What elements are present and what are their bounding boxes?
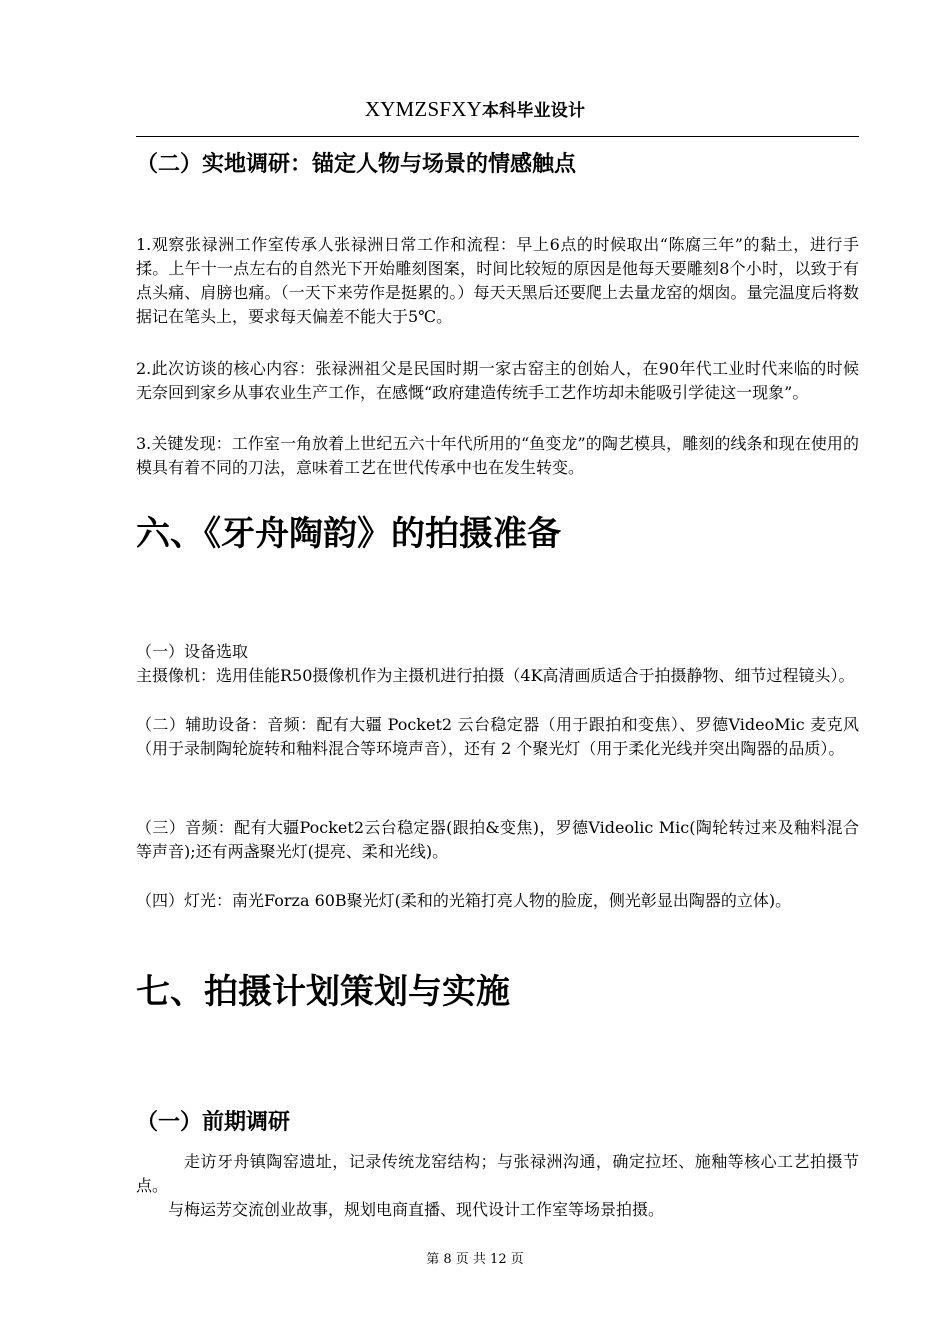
page-footer: 第 8 页 共 12 页 bbox=[426, 1252, 524, 1267]
paragraph-main-camera: 主摄像机：选用佳能R50摄像机作为主摄机进行拍摄（4K高清画质适合于拍摄静物、细节过程镜头）。 bbox=[136, 666, 855, 685]
chapter-seven-title: 七、拍摄计划策划与实施 bbox=[136, 972, 510, 1012]
paragraph-aux-equipment: （二）辅助设备：音频：配有大疆 Pocket2 云台稳定器（用于跟拍和变焦）、罗德VideoMic 麦克风（用于录制陶轮旋转和釉料混合等环境声音），还有 2 个聚光灯（用于柔化光线并突出陶器的品质）。 bbox=[136, 715, 859, 758]
subsection-preliminary-research: （一）前期调研 bbox=[136, 1110, 291, 1135]
paragraph-interview: 2.此次访谈的核心内容：张禄洲祖父是民国时期一家古窑主的创始人，在90年代工业时代来临的时候无奈回到家乡从事农业生产工作，在感慨“政府建造传统手工艺作坊却未能吸引学徒这一现象”。 bbox=[136, 359, 859, 402]
paragraph-lighting: （四）灯光：南光Forza 60B聚光灯(柔和的光箱打亮人物的脸庞，侧光彰显出陶器的立体)。 bbox=[136, 891, 792, 910]
header-rule bbox=[136, 136, 859, 137]
section-heading-field-research: （二）实地调研：锚定人物与场景的情感触点 bbox=[136, 152, 577, 177]
paragraph-entrepreneur: 与梅运芳交流创业故事，规划电商直播、现代设计工作室等场景拍摄。 bbox=[168, 1200, 665, 1219]
paragraph-site-visit: 走访牙舟镇陶窑遗址，记录传统龙窑结构；与张禄洲沟通，确定拉坯、施釉等核心工艺拍摄节点。 bbox=[136, 1152, 859, 1195]
header-latin: XYMZSFXY bbox=[364, 97, 482, 121]
paragraph-audio: （三）音频：配有大疆Pocket2云台稳定器(跟拍&变焦)，罗德Videolic Mic(陶轮转过来及釉料混合等声音);还有两盏聚光灯(提亮、柔和光线)。 bbox=[136, 818, 859, 861]
paragraph-findings: 3.关键发现：工作室一角放着上世纪五六十年代所用的“鱼变龙”的陶艺模具，雕刻的线条和现在使用的模具有着不同的刀法，意味着工艺在世代传承中也在发生转变。 bbox=[136, 434, 859, 477]
page-header bbox=[0, 96, 950, 122]
paragraph-observation: 1.观察张禄洲工作室传承人张禄洲日常工作和流程：早上6点的时候取出“陈腐三年”的黏土，进行手揉。上午十一点左右的自然光下开始雕刻图案，时间比较短的原因是他每天要雕刻8个小时，以致于有点头痛、肩膀也痛。（一天下来劳作是挺累的。）每天天黑后还要爬上去量龙窑的烟囱。量完温度后将数据记在笔头上，要求每天偏差不能大于5℃。 bbox=[136, 235, 859, 326]
chapter-six-title: 六、《牙舟陶韵》的拍摄准备 bbox=[136, 514, 561, 554]
equipment-heading: （一）设备选取 bbox=[136, 642, 249, 661]
header-title: 本科毕业设计 bbox=[481, 101, 586, 121]
